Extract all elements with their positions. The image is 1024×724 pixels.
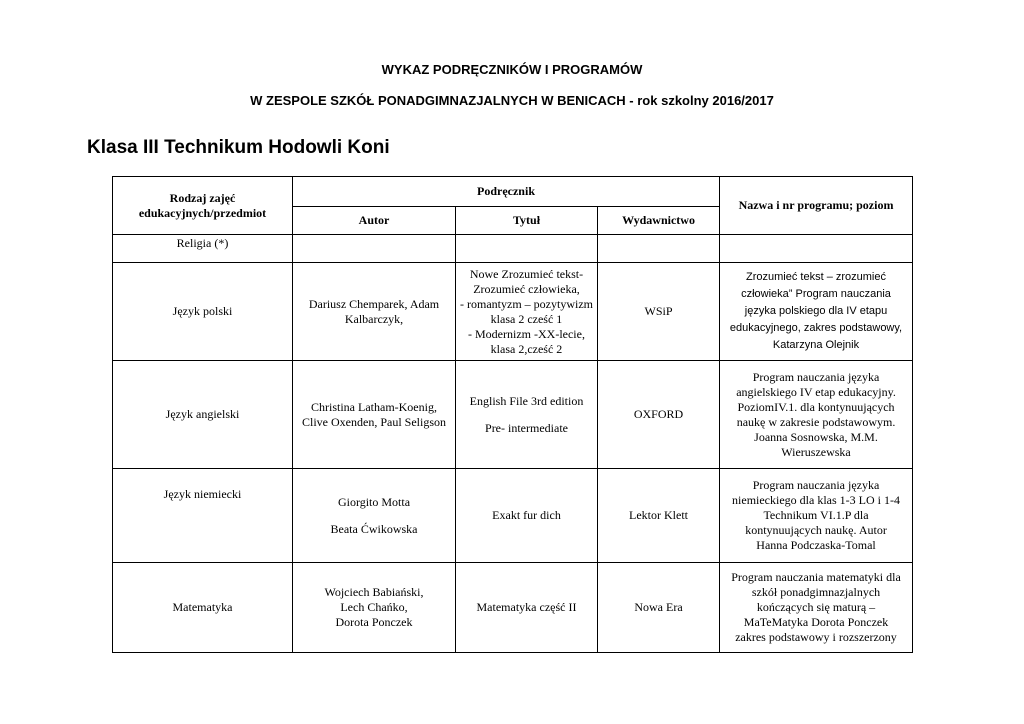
- program-line: Program nauczania języka: [752, 369, 880, 384]
- program-line: Joanna Sosnowska, M.M.: [754, 429, 878, 444]
- title-line: - romantyzm – pozytywizm: [460, 296, 593, 311]
- header-program: Nazwa i nr programu; poziom: [720, 177, 913, 235]
- table-row: [113, 469, 913, 563]
- table-row: [113, 563, 913, 653]
- subject-cell: Religia (*): [113, 235, 293, 263]
- program-line: kontynuujących naukę. Autor: [745, 523, 887, 537]
- publisher-cell: [598, 235, 720, 263]
- table-row: [113, 235, 913, 263]
- program-line: angielskiego IV etap edukacyjny.: [736, 384, 896, 399]
- subject-cell: Język niemiecki: [113, 469, 293, 563]
- program-cell: [720, 263, 913, 361]
- author-line: Christina Latham-Koenig,: [311, 399, 437, 414]
- program-line: edukacyjnego, zakres podstawowy,: [729, 322, 903, 334]
- subject-cell: Matematyka: [113, 563, 293, 653]
- author-cell: Dariusz Chemparek, Adam Kalbarczyk,: [293, 263, 456, 361]
- title-cell: Exakt fur dich: [456, 469, 598, 563]
- title-line: Nowe Zrozumieć tekst-: [469, 266, 584, 281]
- title-line: klasa 2 cześć 1: [490, 311, 563, 326]
- author-line: Lech Chańko,: [340, 600, 408, 614]
- program-line: Technikum VI.1.P dla: [763, 508, 869, 522]
- header-author: Autor: [293, 207, 456, 235]
- author-cell: [293, 469, 456, 563]
- program-cell: [720, 235, 913, 263]
- author-line: Dorota Ponczek: [335, 615, 413, 629]
- subject-cell: Język angielski: [113, 361, 293, 469]
- program-line: naukę w zakresie podstawowym.: [736, 414, 896, 429]
- program-line: MaTeMatyka Dorota Ponczek: [743, 615, 889, 629]
- program-cell: [720, 361, 913, 469]
- author-cell: [293, 235, 456, 263]
- program-line: człowieka” Program nauczania: [741, 288, 891, 300]
- header-publisher: Wydawnictwo: [598, 207, 720, 235]
- header-subject: Rodzaj zajęć edukacyjnych/przedmiot: [113, 177, 293, 235]
- author-line: Giorgito Motta: [337, 494, 411, 509]
- program-line: niemieckiego dla klas 1-3 LO i 1-4: [732, 493, 900, 507]
- title-line: Zrozumieć człowieka,: [473, 281, 580, 296]
- publisher-cell: Lektor Klett: [598, 469, 720, 563]
- program-line: Katarzyna Olejnik: [772, 339, 860, 351]
- table-row: [113, 361, 913, 469]
- program-line: języka polskiego dla IV etapu: [744, 305, 888, 317]
- header-title: Tytuł: [456, 207, 598, 235]
- title-cell: [456, 361, 598, 469]
- class-heading: Klasa III Technikum Hodowli Koni: [87, 137, 390, 158]
- publisher-cell: WSiP: [598, 263, 720, 361]
- document-subtitle: W ZESPOLE SZKÓŁ PONADGIMNAZJALNYCH W BENICACH - rok szkolny 2016/2017: [250, 93, 774, 108]
- title-line: - Modernizm -XX-lecie,: [468, 326, 585, 341]
- title-cell: Matematyka część II: [456, 563, 598, 653]
- author-line: Clive Oxenden, Paul Seligson: [302, 414, 446, 429]
- program-cell: [720, 563, 913, 653]
- title-line: English File 3rd edition: [469, 393, 584, 408]
- header-row: [113, 177, 913, 207]
- subject-cell: Język polski: [113, 263, 293, 361]
- program-line: Hanna Podczaska-Tomal: [756, 538, 876, 552]
- title-line: Pre- intermediate: [485, 420, 568, 435]
- program-line: Program nauczania języka: [752, 478, 880, 492]
- program-line: Wieruszewska: [781, 444, 851, 459]
- program-line: szkół ponadgimnazjalnych: [751, 585, 881, 599]
- program-cell: [720, 469, 913, 563]
- document-title: WYKAZ PODRĘCZNIKÓW I PROGRAMÓW: [381, 62, 643, 77]
- author-cell: [293, 361, 456, 469]
- title-line: klasa 2,cześć 2: [490, 341, 563, 356]
- publisher-cell: OXFORD: [598, 361, 720, 469]
- textbook-table: [112, 176, 913, 653]
- program-line: Zrozumieć tekst – zrozumieć: [746, 271, 886, 283]
- title-cell: [456, 235, 598, 263]
- author-line: Wojciech Babiański,: [324, 585, 424, 599]
- table-row: [113, 263, 913, 361]
- header-textbook: Podręcznik: [293, 177, 720, 207]
- publisher-cell: Nowa Era: [598, 563, 720, 653]
- author-line: Beata Ćwikowska: [330, 521, 418, 536]
- program-line: PoziomIV.1. dla kontynuujących: [737, 399, 895, 414]
- program-line: kończących się maturą –: [756, 600, 876, 614]
- program-line: Program nauczania matematyki dla: [731, 570, 901, 584]
- title-cell: [456, 263, 598, 361]
- program-line: zakres podstawowy i rozszerzony: [735, 630, 897, 644]
- author-cell: [293, 563, 456, 653]
